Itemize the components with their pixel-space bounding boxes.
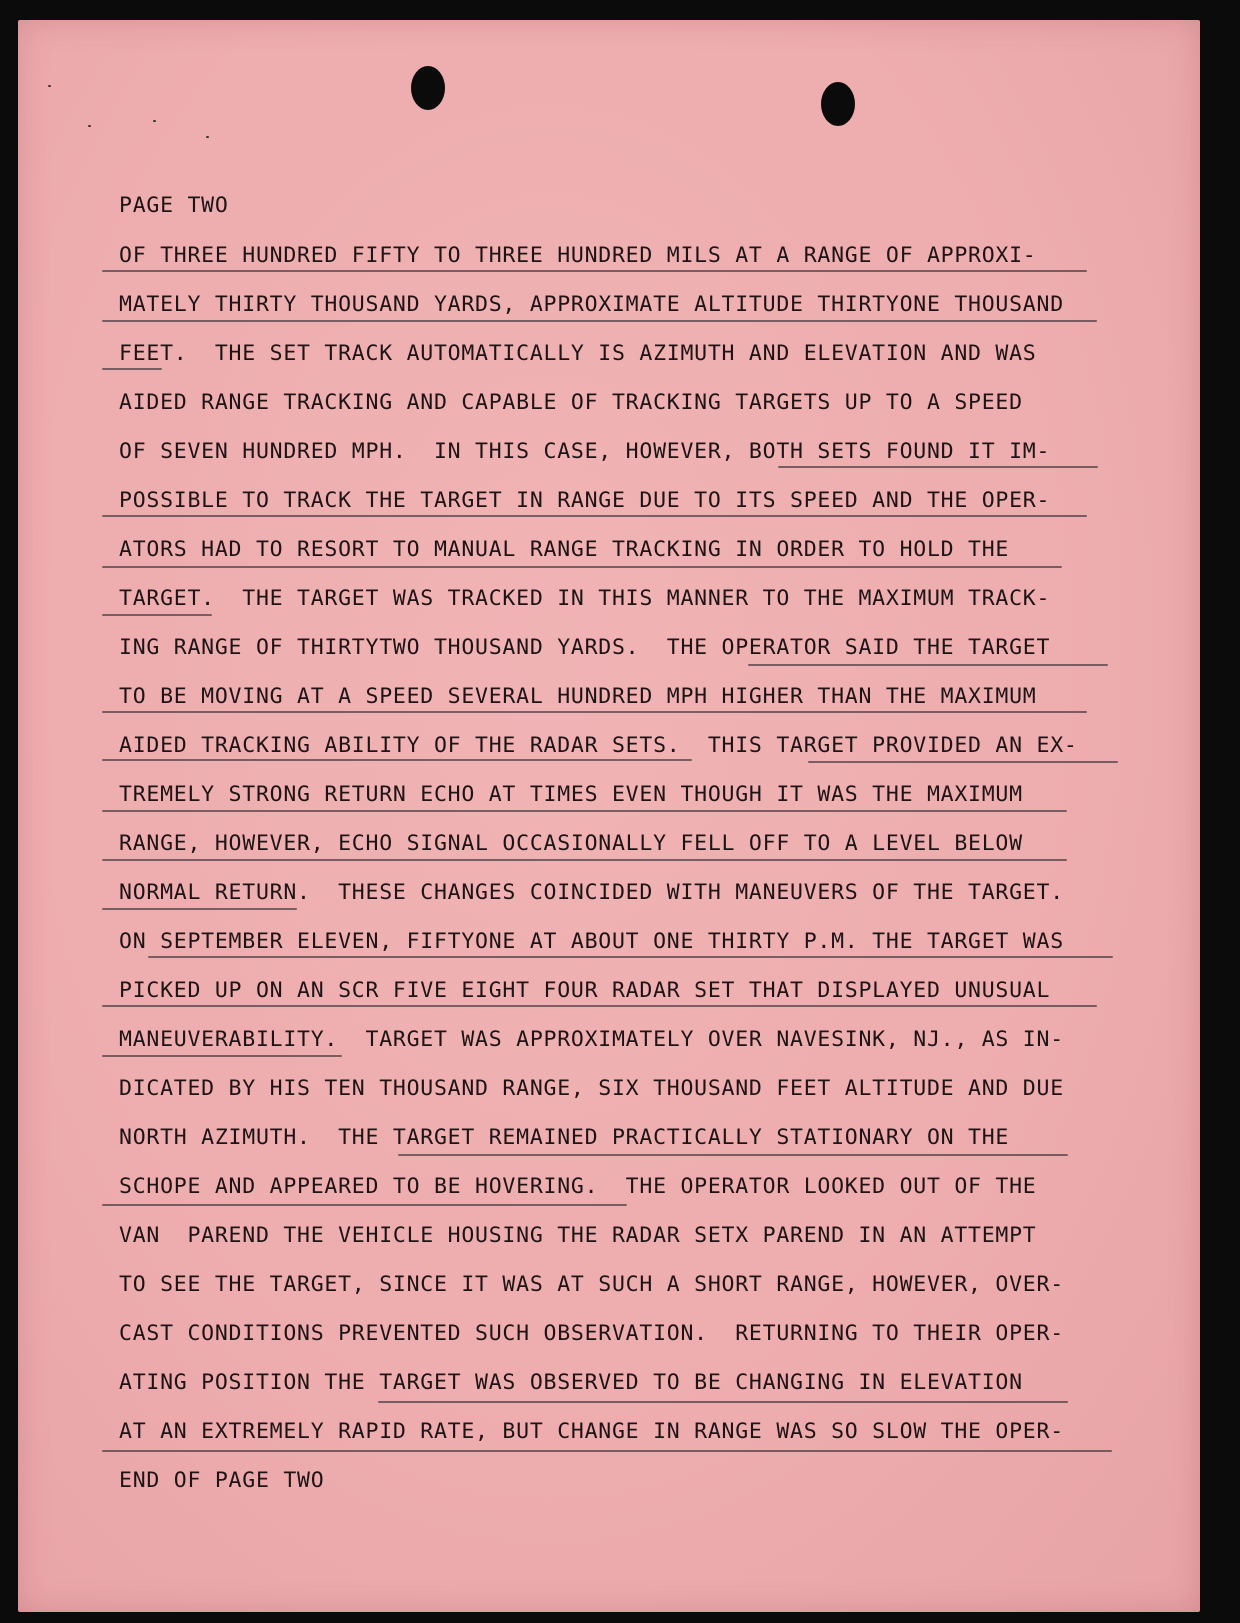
text-line: VAN PAREND THE VEHICLE HOUSING THE RADAR SETX PAREND IN AN ATTEMPT [119, 1223, 1037, 1248]
text-line: AT AN EXTREMELY RAPID RATE, BUT CHANGE IN RANGE WAS SO SLOW THE OPER- [119, 1419, 1064, 1444]
text-line: AIDED RANGE TRACKING AND CAPABLE OF TRACKING TARGETS UP TO A SPEED [119, 390, 1023, 415]
underline-stroke [398, 1154, 1068, 1156]
text-line: ON SEPTEMBER ELEVEN, FIFTYONE AT ABOUT ONE THIRTY P.M. THE TARGET WAS [119, 929, 1064, 954]
underline-stroke [102, 908, 297, 910]
text-line: TARGET. THE TARGET WAS TRACKED IN THIS MANNER TO THE MAXIMUM TRACK- [119, 586, 1051, 611]
text-line: MATELY THIRTY THOUSAND YARDS, APPROXIMATE ALTITUDE THIRTYONE THOUSAND [119, 292, 1064, 317]
speck-mark [88, 125, 91, 127]
underline-stroke [102, 1204, 627, 1206]
text-line: NORMAL RETURN. THESE CHANGES COINCIDED WITH MANEUVERS OF THE TARGET. [119, 880, 1064, 905]
text-line: PICKED UP ON AN SCR FIVE EIGHT FOUR RADAR SET THAT DISPLAYED UNUSUAL [119, 978, 1051, 1003]
document-body [119, 20, 1179, 1493]
page-footer: END OF PAGE TWO [119, 1468, 325, 1493]
text-line: POSSIBLE TO TRACK THE TARGET IN RANGE DUE TO ITS SPEED AND THE OPER- [119, 488, 1051, 513]
underline-stroke [102, 859, 1067, 861]
text-line: MANEUVERABILITY. TARGET WAS APPROXIMATELY OVER NAVESINK, NJ., AS IN- [119, 1027, 1064, 1052]
underline-stroke [102, 810, 1067, 812]
text-line: NORTH AZIMUTH. THE TARGET REMAINED PRACTICALLY STATIONARY ON THE [119, 1125, 1010, 1150]
underline-stroke [808, 761, 1118, 763]
underline-stroke [378, 1401, 1068, 1403]
text-line: TO BE MOVING AT A SPEED SEVERAL HUNDRED MPH HIGHER THAN THE MAXIMUM [119, 684, 1037, 709]
paper-sheet [18, 20, 1200, 1612]
text-line: SCHOPE AND APPEARED TO BE HOVERING. THE OPERATOR LOOKED OUT OF THE [119, 1174, 1037, 1199]
text-line: DICATED BY HIS TEN THOUSAND RANGE, SIX THOUSAND FEET ALTITUDE AND DUE [119, 1076, 1064, 1101]
text-line: ATORS HAD TO RESORT TO MANUAL RANGE TRACKING IN ORDER TO HOLD THE [119, 537, 1010, 562]
text-line: OF THREE HUNDRED FIFTY TO THREE HUNDRED MILS AT A RANGE OF APPROXI- [119, 243, 1037, 268]
text-line: FEET. THE SET TRACK AUTOMATICALLY IS AZIMUTH AND ELEVATION AND WAS [119, 341, 1037, 366]
text-line: ATING POSITION THE TARGET WAS OBSERVED TO BE CHANGING IN ELEVATION [119, 1370, 1023, 1395]
text-line: CAST CONDITIONS PREVENTED SUCH OBSERVATION. RETURNING TO THEIR OPER- [119, 1321, 1064, 1346]
text-line: RANGE, HOWEVER, ECHO SIGNAL OCCASIONALLY FELL OFF TO A LEVEL BELOW [119, 831, 1023, 856]
text-line: TREMELY STRONG RETURN ECHO AT TIMES EVEN THOUGH IT WAS THE MAXIMUM [119, 782, 1023, 807]
text-line: OF SEVEN HUNDRED MPH. IN THIS CASE, HOWEVER, BOTH SETS FOUND IT IM- [119, 439, 1051, 464]
page-header: PAGE TWO [119, 193, 229, 218]
underline-stroke [102, 1055, 342, 1057]
underline-stroke [102, 1450, 1112, 1452]
text-line: ING RANGE OF THIRTYTWO THOUSAND YARDS. THE OPERATOR SAID THE TARGET [119, 635, 1051, 660]
speck-mark [48, 85, 51, 87]
text-line: TO SEE THE TARGET, SINCE IT WAS AT SUCH A SHORT RANGE, HOWEVER, OVER- [119, 1272, 1064, 1297]
text-line: AIDED TRACKING ABILITY OF THE RADAR SETS. THIS TARGET PROVIDED AN EX- [119, 733, 1078, 758]
